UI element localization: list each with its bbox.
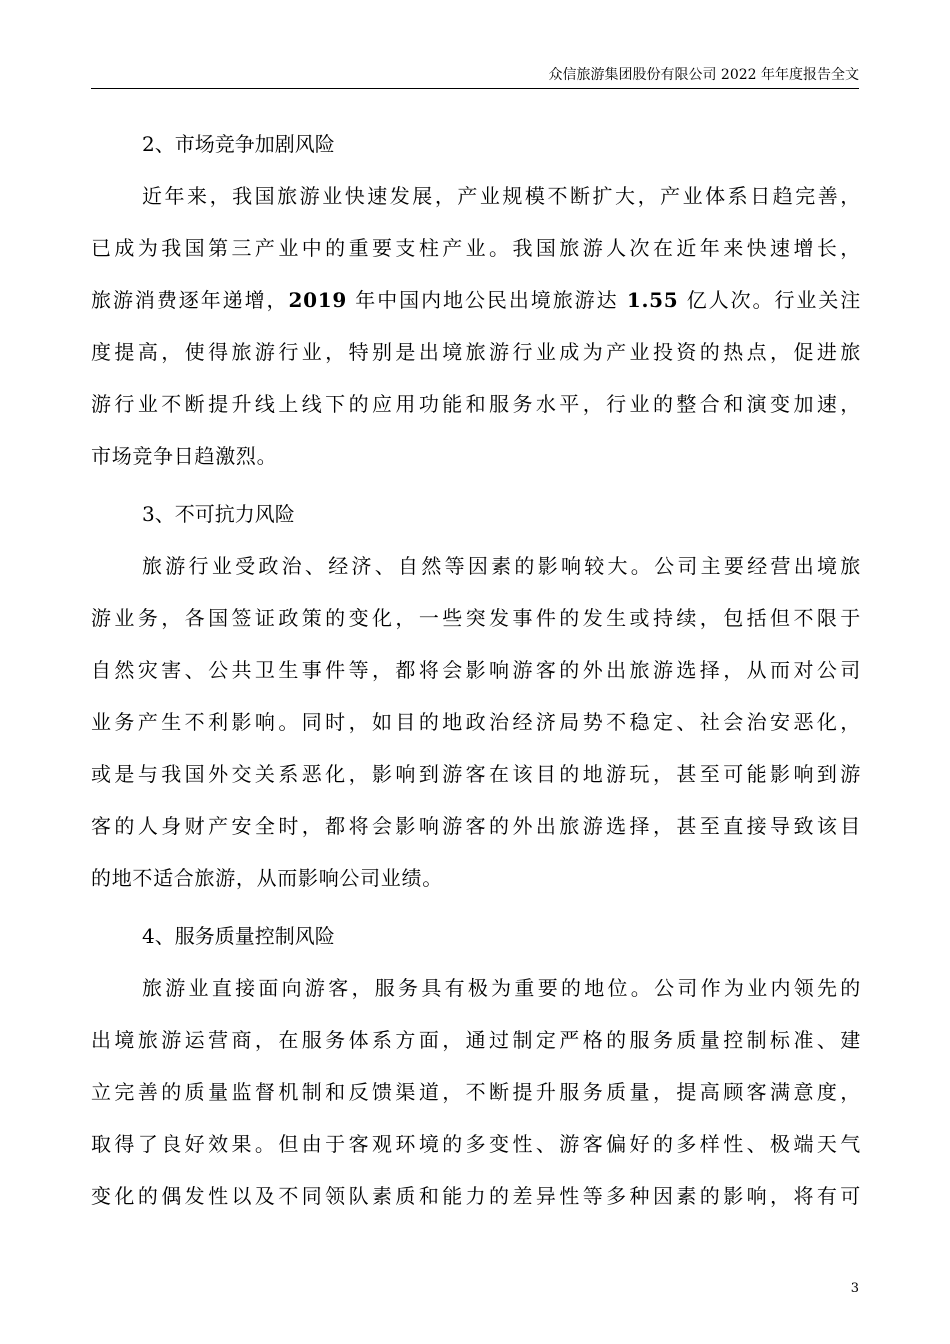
text-line: 游业务，各国签证政策的变化，一些突发事件的发生或持续，包括但不限于 <box>91 606 861 630</box>
text-line: 业务产生不利影响。同时，如目的地政治经济局势不稳定、社会治安恶化， <box>91 710 861 734</box>
text-line: 取得了良好效果。但由于客观环境的多变性、游客偏好的多样性、极端天气 <box>91 1132 861 1156</box>
text-line: 出境旅游运营商，在服务体系方面，通过制定严格的服务质量控制标准、建 <box>91 1028 861 1052</box>
section-heading-market-competition: 2、市场竞争加剧风险 <box>142 132 335 156</box>
text-line: 已成为我国第三产业中的重要支柱产业。我国旅游人次在近年来快速增长， <box>91 236 861 260</box>
report-header <box>91 66 859 89</box>
section-heading-service-quality: 4、服务质量控制风险 <box>142 924 335 948</box>
text-fragment: 旅游消费逐年递增， <box>91 288 289 312</box>
paragraph-service-quality <box>91 962 861 1222</box>
paragraph-force-majeure <box>91 540 861 904</box>
text-line: 立完善的质量监督机制和反馈渠道，不断提升服务质量，提高顾客满意度， <box>91 1080 861 1104</box>
year-figure: 2019 <box>288 288 347 312</box>
text-line: 旅游业直接面向游客，服务具有极为重要的地位。公司作为业内领先的 <box>142 976 861 1000</box>
page-number: 3 <box>850 1281 859 1296</box>
text-line: 旅游行业受政治、经济、自然等因素的影响较大。公司主要经营出境旅 <box>142 554 861 578</box>
text-fragment: 亿人次。行业关注 <box>678 288 861 312</box>
text-line-with-figures <box>91 274 861 326</box>
text-line: 度提高，使得旅游行业，特别是出境旅游行业成为产业投资的热点，促进旅 <box>91 340 861 364</box>
text-line: 游行业不断提升线上线下的应用功能和服务水平，行业的整合和演变加速， <box>91 392 861 416</box>
report-header-title: 众信旅游集团股份有限公司 2022 年年度报告全文 <box>548 67 859 83</box>
travel-count-figure: 1.55 <box>626 288 679 312</box>
document-body <box>91 118 861 1228</box>
text-line: 近年来，我国旅游业快速发展，产业规模不断扩大，产业体系日趋完善， <box>142 184 861 208</box>
text-line: 自然灾害、公共卫生事件等，都将会影响游客的外出旅游选择，从而对公司 <box>91 658 861 682</box>
text-line: 市场竞争日趋激烈。 <box>91 444 278 468</box>
text-line: 客的人身财产安全时，都将会影响游客的外出旅游选择，甚至直接导致该目 <box>91 814 861 838</box>
text-fragment: 年中国内地公民出境旅游达 <box>346 288 627 312</box>
paragraph-market-competition <box>91 170 861 482</box>
text-line: 或是与我国外交关系恶化，影响到游客在该目的地游玩，甚至可能影响到游 <box>91 762 861 786</box>
section-heading-force-majeure: 3、不可抗力风险 <box>142 502 295 526</box>
text-line: 的地不适合旅游，从而影响公司业绩。 <box>91 866 443 890</box>
text-line: 变化的偶发性以及不同领队素质和能力的差异性等多种因素的影响，将有可 <box>91 1184 861 1208</box>
